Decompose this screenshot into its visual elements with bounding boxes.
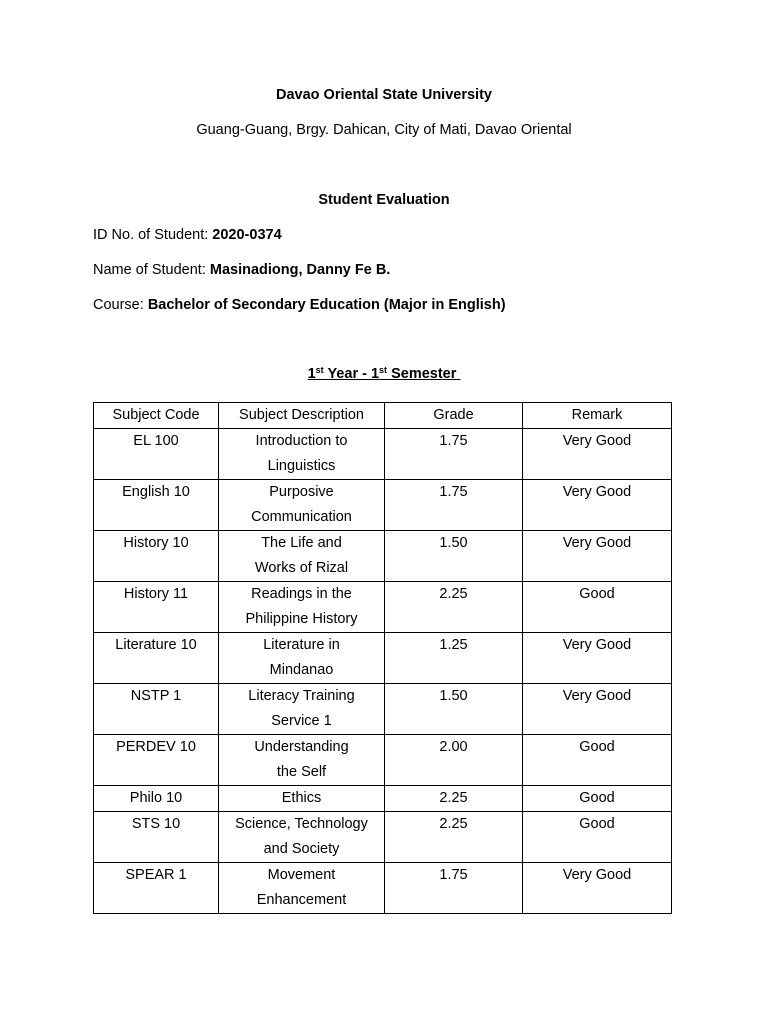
semester-ordinal: st [379,365,388,375]
subject-code-cell: SPEAR 1 [94,863,219,914]
remark-cell: Good [523,812,672,863]
subject-description-cell [219,684,385,735]
table-row [94,735,672,786]
subject-description-cell [219,429,385,480]
table-row [94,531,672,582]
grade-cell: 1.75 [385,480,523,531]
description-line: and Society [263,841,340,857]
subject-code-cell: NSTP 1 [94,684,219,735]
grade-cell: 1.75 [385,429,523,480]
header-subject-description: Subject Description [219,403,385,429]
remark-cell: Very Good [523,480,672,531]
subject-description-cell [219,786,385,812]
subject-code-cell: STS 10 [94,812,219,863]
student-id-field [93,227,282,243]
subject-code-cell: Philo 10 [94,786,219,812]
description-line: Literacy Training [248,688,355,704]
student-name-field [93,262,390,278]
remark-cell: Very Good [523,633,672,684]
description-line: Linguistics [267,458,336,474]
description-line: Ethics [281,790,322,806]
table-row [94,582,672,633]
table-row [94,480,672,531]
table-row [94,429,672,480]
subject-description-cell [219,735,385,786]
description-line: Readings in the [251,586,352,602]
grade-cell: 1.25 [385,633,523,684]
university-name: Davao Oriental State University [276,87,492,103]
year-number: 1 [307,366,316,382]
grade-cell: 2.25 [385,582,523,633]
table-header-row [94,403,672,429]
description-line: the Self [276,764,327,780]
student-id-label: ID No. of Student: [93,227,209,243]
description-line: Introduction to [255,433,348,449]
subject-code-cell: English 10 [94,480,219,531]
description-line: Enhancement [256,892,347,908]
subject-description-cell [219,633,385,684]
grade-cell: 2.25 [385,812,523,863]
description-line: Purposive [269,484,334,500]
term-heading [0,366,768,382]
subject-code-cell: PERDEV 10 [94,735,219,786]
header-remark: Remark [523,403,672,429]
grade-cell: 2.25 [385,786,523,812]
student-name-label: Name of Student: [93,262,206,278]
grade-cell: 1.50 [385,531,523,582]
description-line: Philippine History [245,611,358,627]
course-field [93,297,506,313]
subject-code-cell: History 11 [94,582,219,633]
remark-cell: Very Good [523,429,672,480]
student-name-value: Masinadiong, Danny Fe B. [209,262,391,278]
description-line: Science, Technology [235,816,368,832]
student-id-value: 2020-0374 [212,227,282,243]
description-line: Understanding [254,739,349,755]
remark-cell: Good [523,735,672,786]
subject-code-cell: Literature 10 [94,633,219,684]
remark-cell: Very Good [523,684,672,735]
header-subject-code: Subject Code [94,403,219,429]
description-line: Service 1 [271,713,332,729]
table-row [94,786,672,812]
course-label: Course: [93,297,144,313]
remark-cell: Good [523,786,672,812]
subject-description-cell [219,582,385,633]
year-text: Year - [323,366,371,382]
description-line: Literature in [263,637,340,653]
grades-table [93,402,672,914]
description-line: Mindanao [269,662,334,678]
subject-code-cell: EL 100 [94,429,219,480]
description-line: Communication [251,509,352,525]
table-row [94,863,672,914]
subject-description-cell [219,863,385,914]
table-row [94,633,672,684]
course-value: Bachelor of Secondary Education (Major in English) [147,297,506,313]
grades-body [94,429,672,914]
remark-cell: Very Good [523,863,672,914]
year-ordinal: st [315,365,324,375]
university-address: Guang-Guang, Brgy. Dahican, City of Mati, Davao Oriental [196,122,572,138]
grade-cell: 1.75 [385,863,523,914]
grade-cell: 2.00 [385,735,523,786]
description-line: Movement [267,867,336,883]
description-line: Works of Rizal [254,560,349,576]
table-row [94,684,672,735]
subject-code-cell: History 10 [94,531,219,582]
semester-text: Semester [387,366,457,382]
semester-number: 1 [370,366,380,382]
remark-cell: Good [523,582,672,633]
subject-description-cell [219,480,385,531]
subject-description-cell [219,531,385,582]
grade-cell: 1.50 [385,684,523,735]
description-line: The Life and [261,535,342,551]
table-row [94,812,672,863]
header-grade: Grade [385,403,523,429]
subject-description-cell [219,812,385,863]
remark-cell: Very Good [523,531,672,582]
document-title: Student Evaluation [318,192,450,208]
